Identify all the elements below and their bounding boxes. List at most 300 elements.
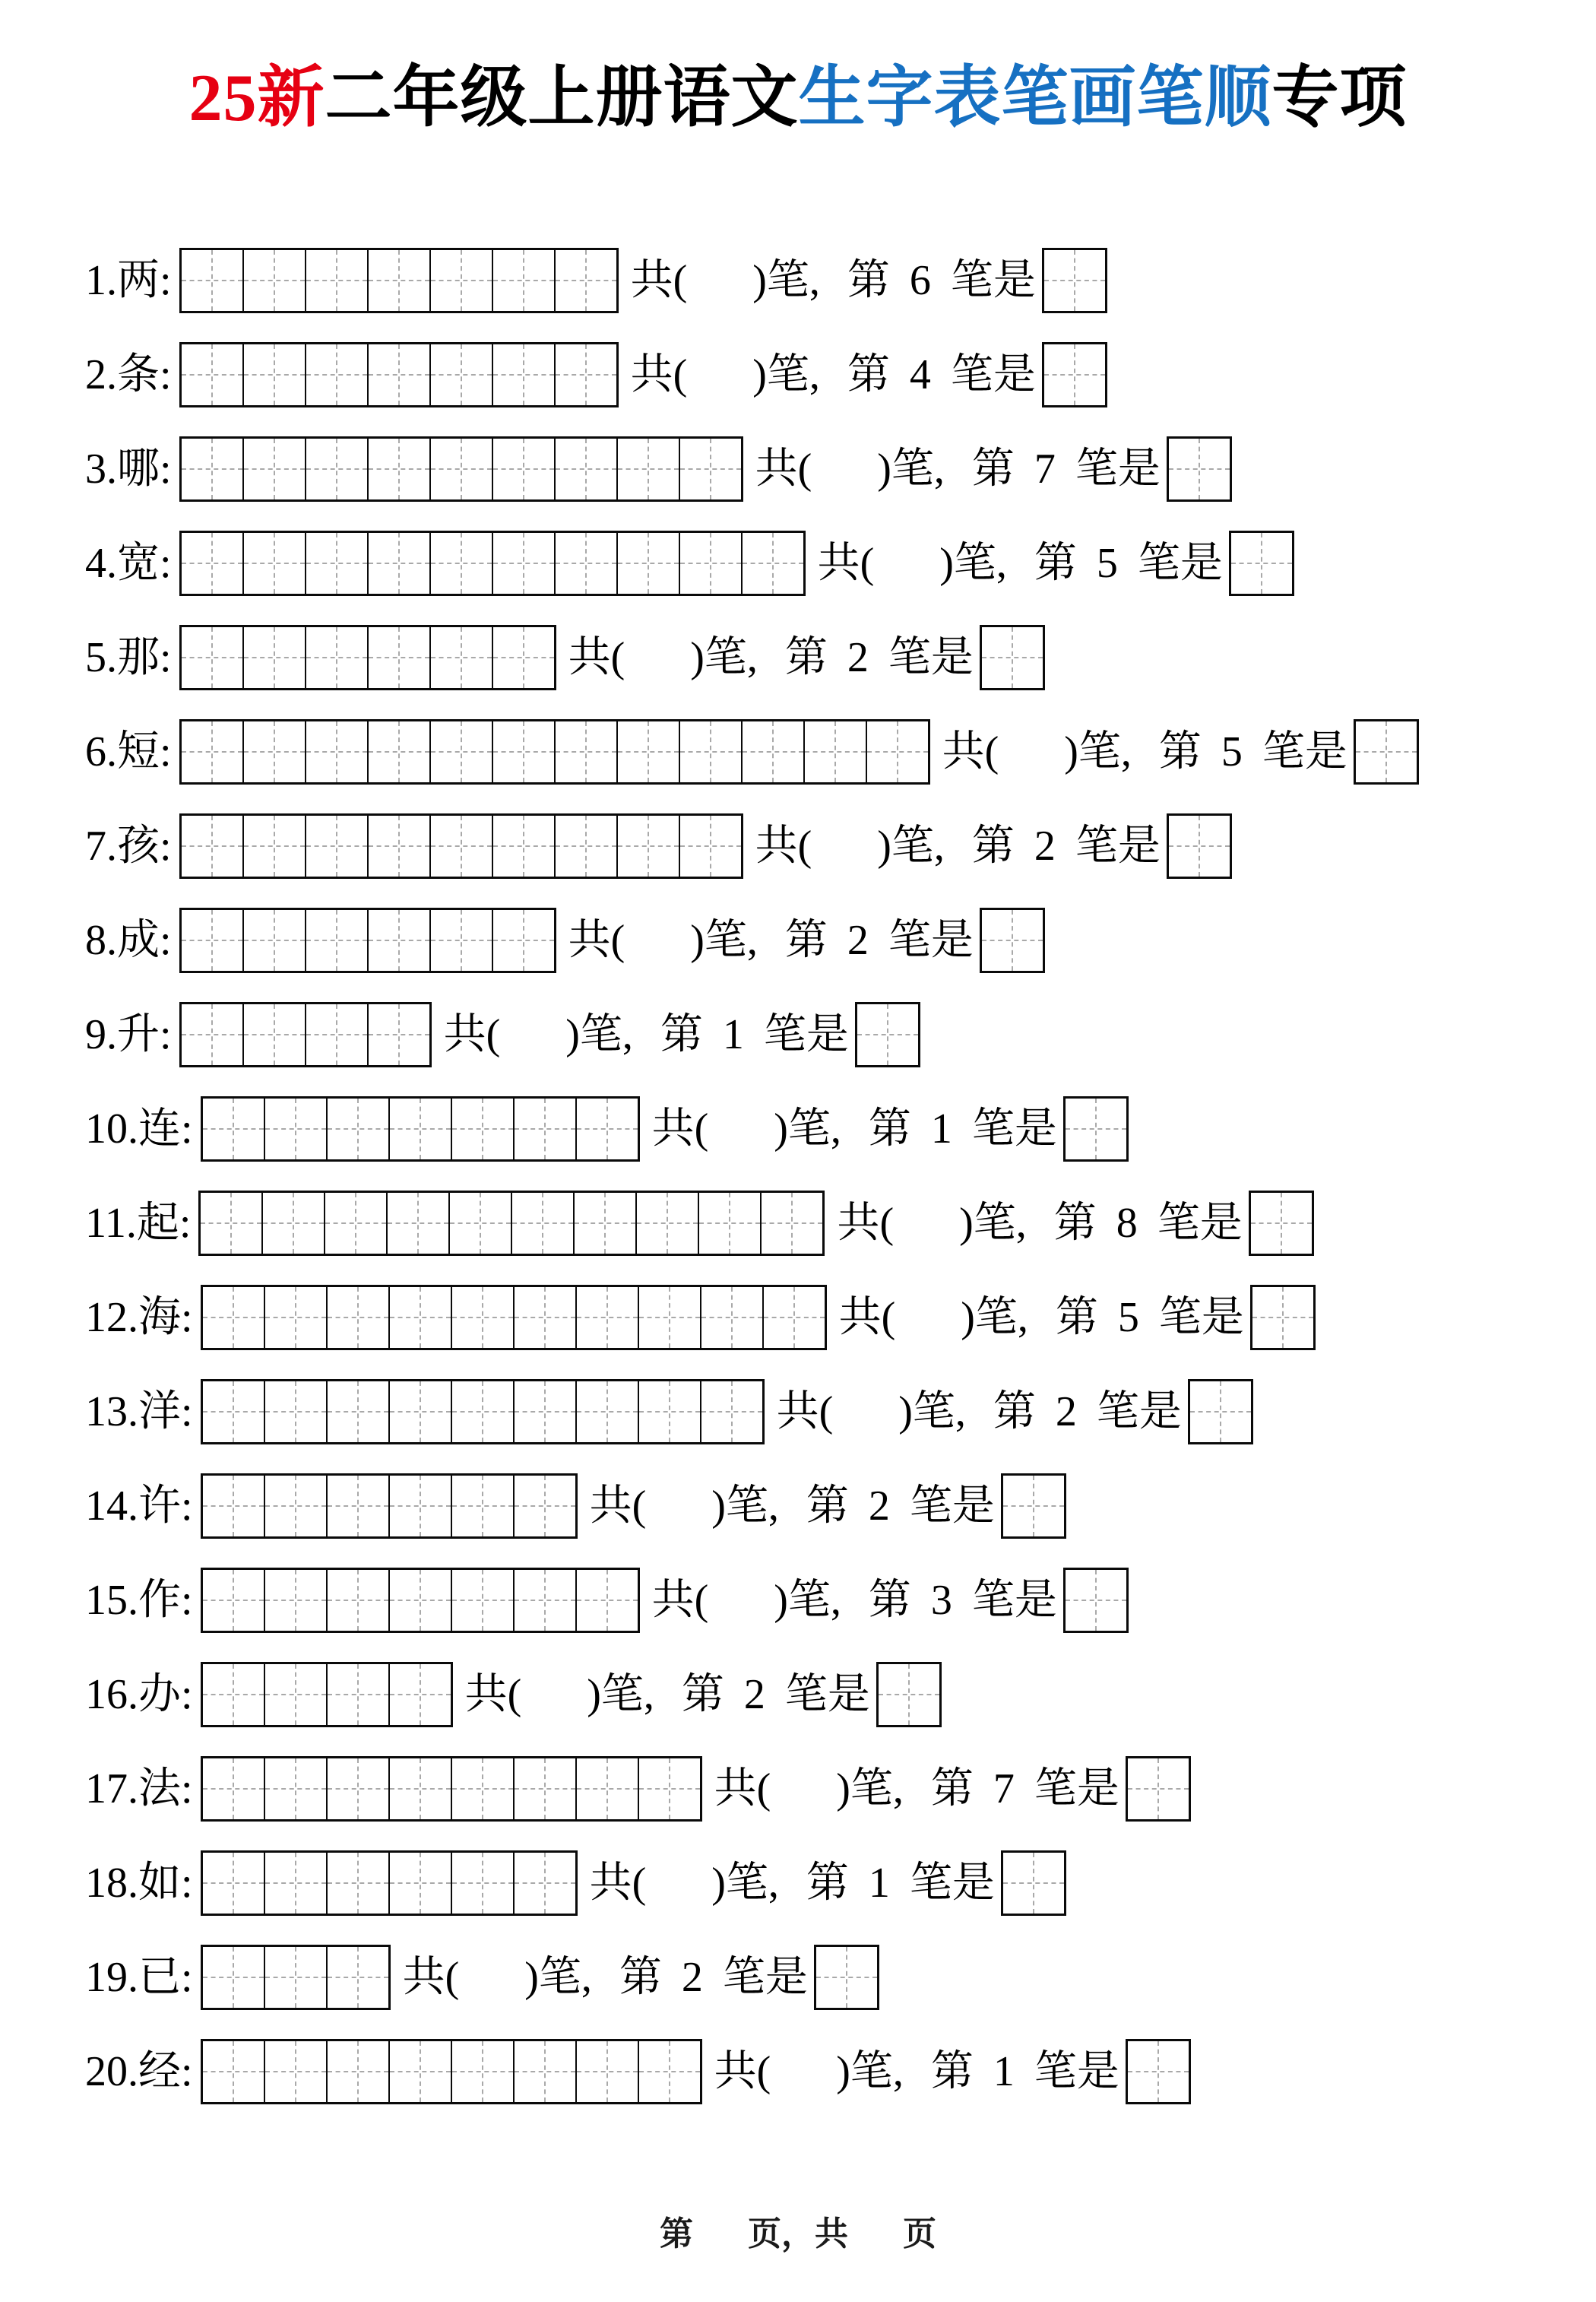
title-year-tag: 25新 (188, 62, 325, 135)
practice-box[interactable] (741, 721, 803, 782)
stroke-count-blank[interactable] (625, 946, 690, 954)
practice-box[interactable] (182, 1004, 242, 1065)
practice-box[interactable] (242, 910, 305, 971)
row-colon: : (181, 1954, 193, 2001)
q-nth-suffix: 笔是 (1075, 445, 1161, 493)
answer-box[interactable] (1066, 1570, 1126, 1631)
practice-box[interactable] (203, 1099, 264, 1159)
practice-box[interactable] (616, 816, 679, 877)
q-nth-suffix: 笔是 (909, 1482, 995, 1530)
practice-box[interactable] (305, 344, 367, 405)
q-total-suffix: )笔, (565, 1011, 633, 1058)
worksheet-row (85, 906, 1550, 973)
practice-box[interactable] (429, 533, 492, 594)
q-total-suffix: )笔, (898, 1388, 966, 1435)
stroke-count-blank[interactable] (687, 287, 752, 294)
q-nth-number: 2 (743, 1671, 765, 1718)
q-total-suffix: )笔, (836, 1765, 904, 1812)
practice-box[interactable] (326, 1476, 388, 1536)
practice-box[interactable] (388, 1381, 451, 1442)
practice-box[interactable] (367, 533, 429, 594)
practice-box[interactable] (305, 816, 367, 877)
answer-box[interactable] (879, 1664, 939, 1725)
practice-box[interactable] (429, 816, 492, 877)
practice-box[interactable] (264, 1664, 326, 1725)
row-label (85, 1660, 201, 1727)
answer-box[interactable] (1044, 250, 1105, 311)
practice-box[interactable] (242, 721, 305, 782)
practice-box[interactable] (367, 1004, 429, 1065)
practice-box[interactable] (182, 627, 242, 688)
answer-box[interactable] (1252, 1287, 1313, 1348)
practice-box[interactable] (573, 1193, 635, 1254)
row-label (85, 1849, 201, 1916)
worksheet-row (85, 1755, 1550, 1822)
stroke-count-blank[interactable] (874, 569, 939, 577)
practice-box[interactable] (326, 1853, 388, 1914)
practice-box[interactable] (513, 1853, 575, 1914)
practice-box[interactable] (305, 721, 367, 782)
practice-box[interactable] (182, 910, 242, 971)
row-number: 1. (85, 257, 117, 304)
row-label (85, 718, 179, 785)
practice-box[interactable] (367, 627, 429, 688)
practice-box[interactable] (679, 721, 741, 782)
answer-box[interactable] (1169, 816, 1230, 877)
practice-box[interactable] (429, 439, 492, 499)
row-char: 宽 (117, 540, 160, 587)
stroke-count-blank[interactable] (771, 1795, 836, 1803)
stroke-count-blank[interactable] (771, 2078, 836, 2085)
practice-box[interactable] (305, 910, 367, 971)
stroke-count-blank[interactable] (708, 1606, 774, 1614)
practice-box[interactable] (616, 721, 679, 782)
practice-box[interactable] (429, 910, 492, 971)
practice-box[interactable] (492, 721, 554, 782)
practice-box[interactable] (367, 816, 429, 877)
q-nth-prefix: 第 (1158, 728, 1202, 775)
practice-box[interactable] (367, 250, 429, 311)
q-nth-prefix: 第 (784, 634, 828, 681)
practice-box[interactable] (679, 816, 741, 877)
practice-box[interactable] (451, 1476, 513, 1536)
answer-box[interactable] (1190, 1381, 1251, 1442)
practice-box[interactable] (616, 439, 679, 499)
practice-box[interactable] (203, 1947, 264, 2008)
practice-box[interactable] (326, 1947, 388, 2008)
practice-box[interactable] (513, 1287, 575, 1348)
practice-box[interactable] (698, 1193, 760, 1254)
practice-box[interactable] (264, 1381, 326, 1442)
q-nth-prefix: 第 (784, 917, 828, 964)
practice-box[interactable] (388, 2041, 451, 2102)
practice-box[interactable] (513, 1099, 575, 1159)
answer-box[interactable] (1356, 721, 1417, 782)
practice-box[interactable] (638, 1758, 700, 1819)
practice-box[interactable] (264, 1947, 326, 2008)
answer-box[interactable] (1044, 344, 1105, 405)
practice-box[interactable] (429, 344, 492, 405)
practice-box[interactable] (305, 439, 367, 499)
q-nth-prefix: 第 (930, 1765, 974, 1812)
practice-box[interactable] (388, 1758, 451, 1819)
practice-box[interactable] (182, 344, 242, 405)
practice-box[interactable] (261, 1193, 324, 1254)
practice-box[interactable] (388, 1287, 451, 1348)
practice-box[interactable] (492, 627, 554, 688)
practice-box[interactable] (451, 2041, 513, 2102)
q-nth-number: 1 (930, 1105, 952, 1153)
stroke-count-blank[interactable] (812, 852, 877, 860)
row-label (85, 246, 179, 313)
stroke-count-blank[interactable] (895, 1324, 961, 1331)
stroke-count-blank[interactable] (708, 1135, 774, 1143)
answer-box[interactable] (816, 1947, 877, 2008)
row-question (755, 812, 1161, 879)
practice-box[interactable] (388, 1476, 451, 1536)
row-colon: : (181, 1388, 193, 1435)
worksheet-row (85, 529, 1550, 596)
stroke-count-blank[interactable] (459, 1983, 524, 1991)
practice-box[interactable] (326, 1099, 388, 1159)
practice-box[interactable] (638, 2041, 700, 2102)
answer-box[interactable] (1066, 1099, 1126, 1159)
answer-box-frame (1250, 1285, 1316, 1350)
practice-box[interactable] (388, 1099, 451, 1159)
q-nth-prefix: 第 (847, 257, 890, 304)
practice-box[interactable] (203, 1853, 264, 1914)
stroke-practice-grid (179, 248, 619, 313)
row-number: 19. (85, 1954, 138, 2001)
practice-box[interactable] (242, 1004, 305, 1065)
practice-box[interactable] (203, 1664, 264, 1725)
q-nth-suffix: 笔是 (971, 1105, 1057, 1153)
practice-box[interactable] (492, 439, 554, 499)
title-suffix: 专项 (1271, 62, 1408, 135)
practice-box[interactable] (264, 1287, 326, 1348)
worksheet-row (85, 2037, 1550, 2104)
q-total-prefix: 共( (402, 1954, 460, 2001)
practice-box[interactable] (616, 533, 679, 594)
row-char: 成 (117, 917, 160, 964)
practice-box[interactable] (182, 816, 242, 877)
practice-box[interactable] (492, 910, 554, 971)
q-nth-prefix: 第 (868, 1577, 911, 1624)
row-number: 11. (85, 1200, 137, 1247)
practice-box[interactable] (741, 533, 803, 594)
practice-box[interactable] (451, 1853, 513, 1914)
practice-box[interactable] (242, 344, 305, 405)
practice-box[interactable] (388, 1853, 451, 1914)
practice-box[interactable] (511, 1193, 573, 1254)
stroke-count-blank[interactable] (500, 1041, 565, 1048)
q-total-suffix: )笔, (752, 351, 820, 398)
answer-box-frame (980, 908, 1045, 973)
row-char: 升 (117, 1011, 160, 1058)
q-nth-suffix: 笔是 (950, 351, 1036, 398)
practice-box[interactable] (324, 1193, 386, 1254)
worksheet-row (85, 1378, 1550, 1444)
practice-box[interactable] (679, 439, 741, 499)
practice-box[interactable] (367, 721, 429, 782)
row-colon: : (179, 1200, 192, 1247)
q-nth-suffix: 笔是 (722, 1954, 808, 2001)
answer-box[interactable] (1003, 1476, 1064, 1536)
practice-box[interactable] (451, 1287, 513, 1348)
worksheet-row (85, 1849, 1550, 1916)
stroke-count-blank[interactable] (894, 1229, 959, 1237)
row-label (85, 1755, 201, 1822)
practice-box[interactable] (242, 250, 305, 311)
answer-box[interactable] (1169, 439, 1230, 499)
practice-box[interactable] (305, 1004, 367, 1065)
q-total-suffix: )笔, (1064, 728, 1132, 775)
practice-box[interactable] (575, 1099, 638, 1159)
practice-box[interactable] (305, 533, 367, 594)
row-label (85, 1943, 201, 2010)
practice-box[interactable] (451, 1099, 513, 1159)
q-total-prefix: 共( (714, 2048, 771, 2095)
practice-box[interactable] (554, 439, 616, 499)
practice-box[interactable] (326, 1287, 388, 1348)
practice-box[interactable] (264, 1853, 326, 1914)
q-nth-suffix: 笔是 (1096, 1388, 1182, 1435)
q-nth-prefix: 第 (806, 1860, 849, 1907)
stroke-count-blank[interactable] (646, 1889, 711, 1897)
stroke-practice-grid (201, 1379, 765, 1444)
stroke-count-blank[interactable] (521, 1701, 587, 1708)
practice-box[interactable] (554, 344, 616, 405)
practice-box[interactable] (638, 1381, 700, 1442)
practice-box[interactable] (367, 910, 429, 971)
row-char: 那 (117, 634, 160, 681)
q-total-suffix: )笔, (524, 1954, 592, 2001)
practice-box[interactable] (803, 721, 866, 782)
practice-box[interactable] (264, 1570, 326, 1631)
q-total-prefix: 共( (651, 1577, 709, 1624)
practice-box[interactable] (305, 250, 367, 311)
row-question (839, 1283, 1244, 1350)
q-nth-prefix: 第 (930, 2048, 974, 2095)
practice-box[interactable] (635, 1193, 698, 1254)
practice-box[interactable] (575, 1287, 638, 1348)
row-char: 法 (138, 1765, 181, 1812)
row-label (85, 623, 179, 690)
page-title (0, 44, 1596, 140)
row-question (755, 435, 1161, 502)
stroke-practice-grid (201, 1662, 453, 1727)
row-colon: : (160, 634, 172, 681)
row-colon: : (181, 1482, 193, 1530)
q-nth-suffix: 笔是 (1137, 540, 1223, 587)
practice-box[interactable] (700, 1287, 762, 1348)
practice-box[interactable] (203, 1381, 264, 1442)
q-nth-suffix: 笔是 (763, 1011, 849, 1058)
q-nth-number: 5 (1096, 540, 1118, 587)
practice-box[interactable] (554, 533, 616, 594)
practice-box[interactable] (388, 1570, 451, 1631)
practice-box[interactable] (451, 1758, 513, 1819)
q-total-prefix: 共( (589, 1860, 647, 1907)
practice-box[interactable] (492, 816, 554, 877)
row-char: 连 (138, 1105, 181, 1153)
practice-box[interactable] (554, 250, 616, 311)
stroke-practice-grid (201, 1568, 640, 1633)
q-nth-suffix: 笔是 (971, 1577, 1057, 1624)
practice-box[interactable] (429, 250, 492, 311)
practice-box[interactable] (326, 1381, 388, 1442)
stroke-count-blank[interactable] (687, 381, 752, 388)
practice-box[interactable] (760, 1193, 822, 1254)
practice-box[interactable] (492, 533, 554, 594)
stroke-practice-grid (179, 625, 556, 690)
q-total-suffix: )笔, (711, 1860, 779, 1907)
q-total-suffix: )笔, (877, 823, 945, 870)
practice-box[interactable] (554, 721, 616, 782)
practice-box[interactable] (388, 1664, 451, 1725)
practice-box[interactable] (513, 1758, 575, 1819)
q-total-suffix: )笔, (939, 540, 1007, 587)
practice-box[interactable] (575, 2041, 638, 2102)
row-question (837, 1189, 1242, 1256)
practice-box[interactable] (242, 533, 305, 594)
practice-box[interactable] (305, 627, 367, 688)
practice-box[interactable] (451, 1570, 513, 1631)
practice-box[interactable] (182, 721, 242, 782)
q-nth-number: 5 (1117, 1294, 1139, 1341)
practice-box[interactable] (492, 344, 554, 405)
practice-box[interactable] (513, 1570, 575, 1631)
practice-box[interactable] (242, 627, 305, 688)
q-total-prefix: 共( (838, 1294, 896, 1341)
answer-box[interactable] (1251, 1193, 1312, 1254)
row-question (403, 1943, 808, 2010)
answer-box-frame (1001, 1850, 1066, 1916)
practice-box[interactable] (386, 1193, 448, 1254)
practice-box[interactable] (575, 1758, 638, 1819)
answer-box[interactable] (1231, 533, 1292, 594)
practice-box[interactable] (242, 816, 305, 877)
answer-box-frame (1001, 1473, 1066, 1539)
practice-box[interactable] (429, 721, 492, 782)
practice-box[interactable] (203, 1570, 264, 1631)
row-char: 两 (117, 257, 160, 304)
practice-box[interactable] (242, 439, 305, 499)
practice-box[interactable] (638, 1287, 700, 1348)
practice-box[interactable] (513, 2041, 575, 2102)
q-nth-suffix: 笔是 (1034, 2048, 1119, 2095)
practice-box[interactable] (367, 439, 429, 499)
worksheet-row (85, 1095, 1550, 1162)
row-number: 13. (85, 1388, 138, 1435)
practice-box[interactable] (203, 1758, 264, 1819)
practice-box[interactable] (575, 1570, 638, 1631)
practice-box[interactable] (264, 1758, 326, 1819)
practice-box[interactable] (203, 2041, 264, 2102)
answer-box[interactable] (1128, 1758, 1189, 1819)
stroke-practice-grid (201, 1756, 702, 1822)
row-colon: : (181, 1860, 193, 1907)
q-total-prefix: 共( (714, 1765, 771, 1812)
answer-box-frame (1126, 1756, 1191, 1822)
practice-box[interactable] (679, 533, 741, 594)
practice-box[interactable] (182, 533, 242, 594)
answer-box-frame (1188, 1379, 1253, 1444)
practice-box[interactable] (182, 439, 242, 499)
answer-box[interactable] (982, 910, 1043, 971)
stroke-practice-grid (179, 908, 556, 973)
answer-box-frame (855, 1002, 920, 1067)
practice-box[interactable] (264, 2041, 326, 2102)
practice-box[interactable] (451, 1381, 513, 1442)
stroke-count-blank[interactable] (812, 475, 877, 483)
row-label (85, 1000, 179, 1067)
practice-box[interactable] (448, 1193, 511, 1254)
practice-box[interactable] (203, 1287, 264, 1348)
q-nth-number: 1 (868, 1860, 890, 1907)
title-topic: 生字表笔画笔顺 (798, 62, 1272, 135)
row-number: 6. (85, 728, 117, 775)
stroke-count-blank[interactable] (646, 1512, 711, 1520)
row-number: 20. (85, 2048, 138, 2095)
practice-box[interactable] (326, 1664, 388, 1725)
stroke-practice-grid (179, 342, 619, 407)
answer-box[interactable] (1003, 1853, 1064, 1914)
answer-box[interactable] (1128, 2041, 1189, 2102)
answer-box[interactable] (982, 627, 1043, 688)
row-number: 14. (85, 1482, 138, 1530)
practice-box[interactable] (866, 721, 928, 782)
practice-box[interactable] (203, 1476, 264, 1536)
q-nth-suffix: 笔是 (784, 1671, 870, 1718)
practice-box[interactable] (762, 1287, 825, 1348)
practice-box[interactable] (264, 1476, 326, 1536)
row-label (85, 906, 179, 973)
practice-box[interactable] (700, 1381, 762, 1442)
practice-box[interactable] (513, 1476, 575, 1536)
stroke-count-blank[interactable] (999, 758, 1064, 766)
row-colon: : (160, 257, 172, 304)
practice-box[interactable] (326, 2041, 388, 2102)
practice-box[interactable] (513, 1381, 575, 1442)
practice-box[interactable] (575, 1381, 638, 1442)
stroke-count-blank[interactable] (625, 664, 690, 671)
stroke-count-blank[interactable] (833, 1418, 898, 1425)
practice-box[interactable] (201, 1193, 261, 1254)
practice-box[interactable] (554, 816, 616, 877)
practice-box[interactable] (326, 1570, 388, 1631)
practice-box[interactable] (326, 1758, 388, 1819)
page-footer (0, 2206, 1596, 2255)
worksheet-row (85, 1283, 1550, 1350)
row-colon: : (181, 1294, 193, 1341)
practice-box[interactable] (182, 250, 242, 311)
q-total-prefix: 共( (464, 1671, 522, 1718)
row-char: 短 (117, 728, 160, 775)
practice-box[interactable] (429, 627, 492, 688)
practice-box[interactable] (367, 344, 429, 405)
row-char: 作 (138, 1577, 181, 1624)
stroke-practice-grid (179, 813, 743, 879)
q-nth-number: 2 (681, 1954, 703, 2001)
practice-box[interactable] (264, 1099, 326, 1159)
answer-box-frame (980, 625, 1045, 690)
q-nth-prefix: 第 (681, 1671, 724, 1718)
answer-box[interactable] (857, 1004, 918, 1065)
practice-box[interactable] (492, 250, 554, 311)
q-nth-number: 2 (868, 1482, 890, 1530)
row-colon: : (160, 445, 172, 493)
